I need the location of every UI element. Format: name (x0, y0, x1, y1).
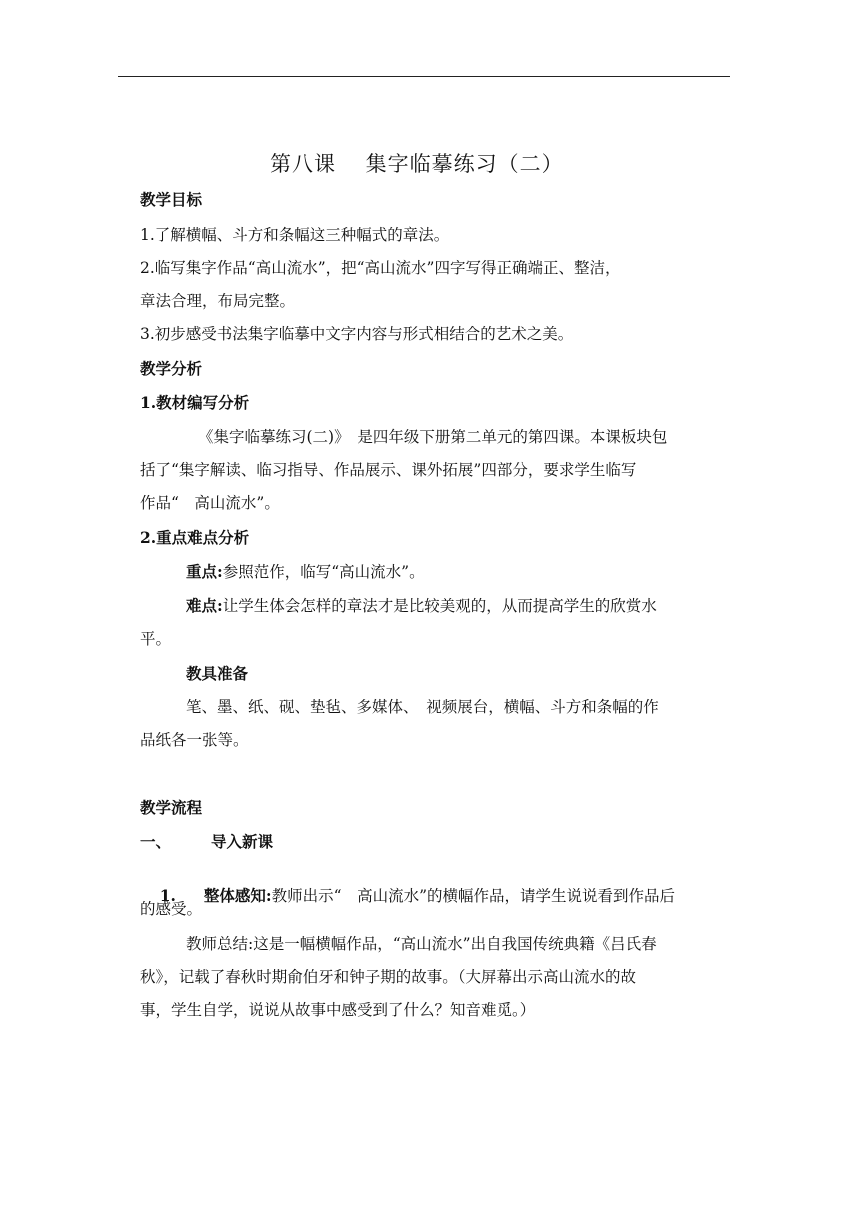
summary-line-1: 教师总结:这是一幅横幅作品，“高山流水”出自我国传统典籍《吕氏春 (186, 935, 657, 953)
step-1-number: 一、 (140, 832, 172, 851)
objective-3: 3.初步感受书法集字临摹中文字内容与形式相结合的艺术之美。 (140, 325, 574, 343)
objective-2-cont: 章法合理，布局完整。 (140, 292, 296, 310)
objectives-heading: 教学目标 (140, 190, 203, 209)
process-heading: 教学流程 (140, 798, 203, 817)
textbook-analysis-line-3: 作品“ 高山流水”。 (140, 494, 280, 512)
difficulty-text-cont: 平。 (140, 630, 172, 648)
key-points-heading: 2.重点难点分析 (140, 528, 250, 547)
textbook-analysis-line-1: 《集字临摹练习(二)》 是四年级下册第二单元的第四课。本课板块包 (198, 428, 668, 446)
tools-heading: 教具准备 (186, 664, 249, 683)
summary-line-3: 事，学生自学，说说从故事中感受到了什么？知音难觅。） (140, 1001, 536, 1019)
perception-label: 整体感知: (203, 886, 272, 905)
tools-line-2: 品纸各一张等。 (140, 731, 249, 749)
key-point-text: 参照范作，临写“高山流水”。 (222, 563, 425, 581)
difficulty-label: 难点: (186, 596, 223, 615)
perception-text: 教师出示“ 高山流水”的横幅作品，请学生说说看到作品后 (271, 887, 675, 905)
key-point (186, 562, 425, 582)
summary-line-2: 秋》，记载了春秋时期俞伯牙和钟子期的故事。（大屏幕出示高山流水的故 (140, 968, 637, 986)
lesson-title: 第八课 集字临摹练习（二） (270, 152, 564, 176)
difficulty-point (186, 596, 657, 616)
item-1-number: 1. (159, 886, 176, 905)
perception-item (140, 866, 675, 926)
objective-1: 1.了解横幅、斗方和条幅这三种幅式的章法。 (140, 226, 450, 244)
header-rule (118, 76, 730, 77)
analysis-heading: 教学分析 (140, 359, 203, 378)
perception-text-cont: 的感受。 (140, 900, 203, 918)
step-1-title: 导入新课 (211, 832, 274, 851)
key-point-label: 重点: (186, 562, 223, 581)
difficulty-text: 让学生体会怎样的章法才是比较美观的，从而提高学生的欣赏水 (222, 597, 657, 615)
step-1-heading (140, 832, 273, 852)
tools-line-1: 笔、墨、纸、砚、垫毡、多媒体、 视频展台，横幅、斗方和条幅的作 (186, 698, 659, 716)
objective-2: 2.临写集字作品“高山流水”，把“高山流水”四字写得正确端正、整洁， (140, 259, 621, 277)
textbook-analysis-line-2: 括了“集字解读、临习指导、作品展示、课外拓展”四部分，要求学生临写 (140, 461, 637, 479)
textbook-analysis-heading: 1.教材编写分析 (140, 393, 250, 412)
